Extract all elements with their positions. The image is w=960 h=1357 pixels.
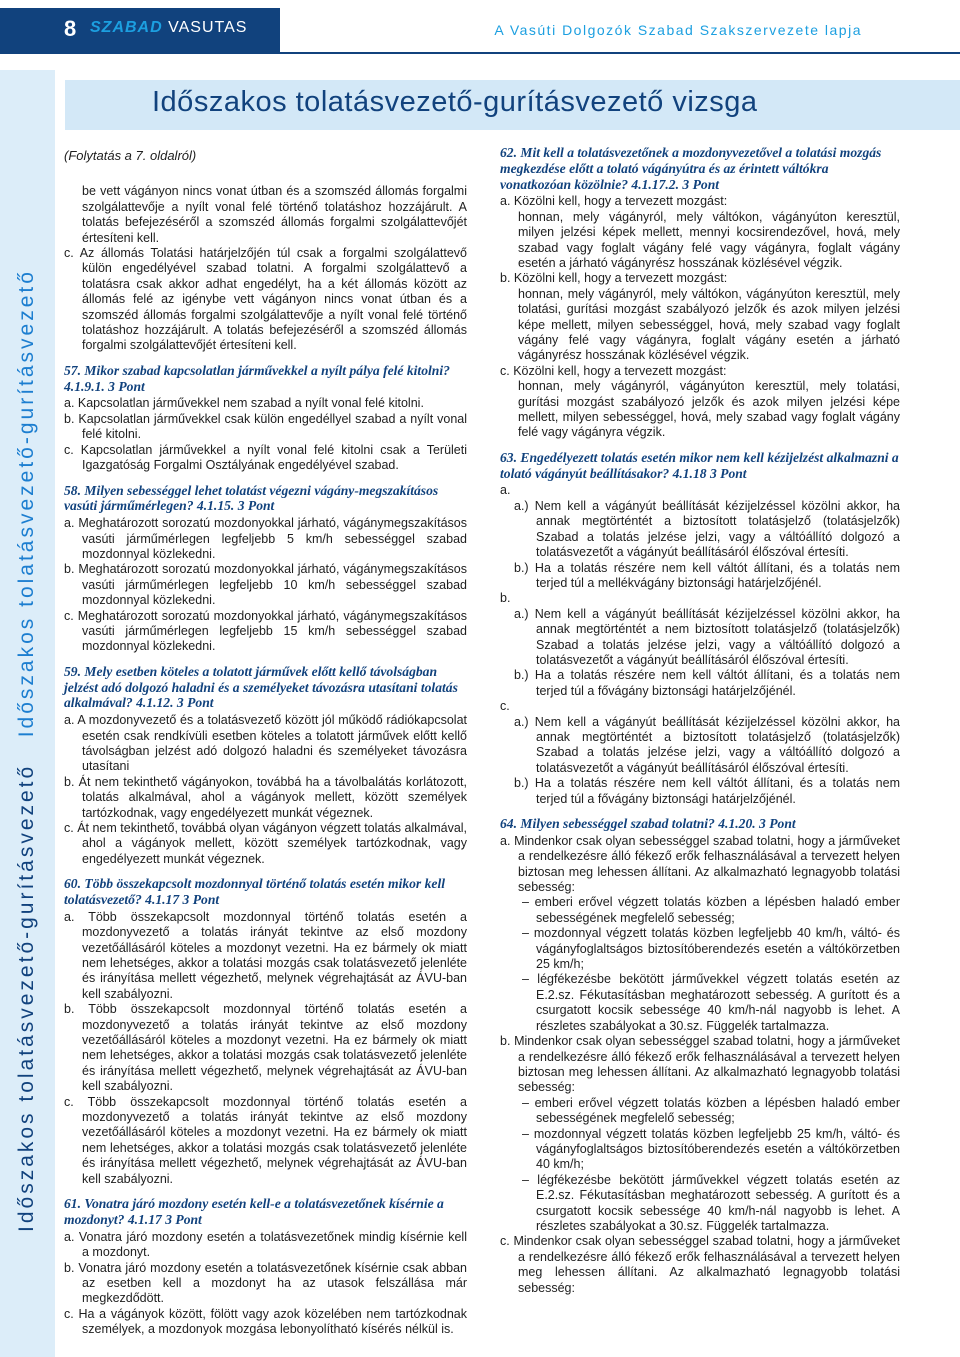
answer-body: honnan, mely vágányról, mely váltókon, vágányúton keresztül, milyen jelzési képek mellett, mennyi kocsirendezővel, hová, mely szabad vagy foglalt vágány felé vagy vágányra, foglalt vágány esetén a járható vágányrész hosszának közlésével végzik.	[518, 209, 900, 271]
answer-option: c.	[500, 699, 510, 714]
question-heading: 60. Több összekapcsolt mozdonnyal történő tolatás esetén mikor kell tolatásvezető? 4.1.17 3 Pont	[64, 876, 446, 907]
right-column	[500, 145, 900, 1296]
answer-list-item: – légfékezésbe bekötött járművekkel végzett tolatás esetén az E.2.sz. Fékutasításban meghatározott sebesség. A gurított és a csurgatott kocsik sebessége 40 km/h-nál nagyobb is lehet. A részletes szabályokat a 30.sz. Függelék tartalmazza.	[522, 972, 900, 1033]
newspaper-name-strong: SZABAD	[90, 19, 163, 36]
answer-option: b. Közölni kell, hogy a tervezett mozgást:	[500, 271, 728, 286]
answer-body: honnan, mely vágányról, vágányúton keresztül, mely tolatási, gurítási mozgást szabályozó jelzők és azok milyen jelzési képe mellett, milyen sebességgel, hová, mely szabad vagy foglalt vágány felé vagy vágányra végzik.	[518, 379, 900, 440]
answer-sub-option: a.) Nem kell a vágányút beállítását kézijelzéssel közölni akkor, ha annak megtörténtét a biztosított tolatásjelző (tolatásjelzők) Szabad a tolatás jelzése jelzi, vagy a váltóállító dolgozó a tolatásvezetőt a vágányút beállításáról élőszóval értesíti.	[514, 498, 900, 560]
answer-option: a. Közölni kell, hogy a tervezett mozgást:	[500, 194, 728, 209]
answer-option: c. Közölni kell, hogy a tervezett mozgást:	[500, 363, 727, 378]
answer-sub-option: a.) Nem kell a vágányút beállítását kézijelzéssel közölni akkor, ha annak megtörténtét a nem biztosított tolatásjelző (tolatásjelzők) Szabad a tolatás jelzése jelzi, vagy a váltóállító dolgozó a tolatásvezetőt a vágányút beállításáról élőszóval értesíti.	[514, 606, 900, 667]
side-label	[14, 132, 40, 1232]
answer-option: b. Át nem tekinthető vágányokon, továbbá ha a távolbalátás korlátozott, tolatás alkalmával, ahol a vágányok mellett, között személyek tartózkodnak, vagy engedélyezett munkát végeznek.	[64, 774, 467, 820]
answer-option: c. Kapcsolatlan járművekkel a nyílt vonal felé kitolni csak a Területi Igazgatóság Forgalmi Osztályának engedélyével szabad.	[64, 442, 467, 473]
question-heading: 61. Vonatra járó mozdony esetén kell-e a tolatásvezetőnek kísérnie a mozdonyt? 4.1.17 3 Pont	[64, 1196, 444, 1227]
answer-option: b.	[500, 591, 511, 606]
question-heading: 63. Engedélyezett tolatás esetén mikor nem kell kézijelzést alkalmazni a tolató vágányút beállításakor? 4.1.18 3 Pont	[500, 449, 899, 481]
answer-sub-option: b.) Ha a tolatás részére nem kell váltót állítani, és a tolatás nem terjed túl a mellékvágány biztonsági határjelzőjénél.	[514, 560, 900, 590]
header-rule	[280, 52, 960, 54]
left-column	[64, 145, 467, 1338]
question-heading: 64. Milyen sebességgel szabad tolatni? 4.1.20. 3 Pont	[500, 816, 796, 832]
answer-sub-option: a.) Nem kell a vágányút beállítását kézijelzéssel közölni akkor, ha annak megtörténtét a biztosított tolatásjelző (tolatásjelzők) Szabad a tolatás jelzése jelzi, vagy a váltóállító dolgozó a tolatásvezetőt a vágányút beállításáról élőszóval értesíti.	[514, 714, 900, 775]
answer-option: a. Több összekapcsolt mozdonnyal történő tolatás esetén a mozdonyvezető a tolatás irányát tekintve az első mozdony vezetőállásáról köteles a mozdonyt vezetni. Ha ez bármely ok miatt nem lehetséges, akkor a tolatási mozgás csak tolatásvezető jelenléte és irányítása mellett végezhető, melynek végrehajtását az ÁVU-ban kell szabályozni.	[64, 909, 467, 1001]
answer-option: a. Kapcsolatlan járművekkel nem szabad a nyílt vonal felé kitolni.	[64, 396, 424, 411]
answer-option: b. Meghatározott sorozatú mozdonyokkal járható, vágánymegszakításos vasúti járműmérlegen legfeljebb 10 km/h sebességgel szabad mozdonnyal közlekedni.	[64, 562, 467, 608]
answer-body: honnan, mely vágányról, mely váltókon, vágányúton keresztül, mely tolatási, gurítási mozgást szabályozó jelzők és azok milyen jelzési képe mellett, milyen sebességgel, hová, mely szabad vagy foglalt vágány felé vagy vágányra, foglalt vágány esetén a járható vágányrész hosszának közlésével végzik.	[518, 286, 900, 363]
newspaper-subtitle: A Vasúti Dolgozók Szabad Szakszervezete lapja	[494, 22, 862, 38]
page-header	[0, 0, 960, 60]
answer-list-item: – emberi erővel végzett tolatás közben a lépésben haladó ember sebességének megfelelő sebesség;	[522, 895, 900, 925]
answer-option: b. Vonatra járó mozdony esetén a tolatásvezetőnek kísérnie csak abban az esetben kell a mozdonyt ha az utasok felszállása már megkezdődött.	[64, 1260, 467, 1306]
side-label-part-1: Időszakos tolatásvezető-gurításvezető	[15, 763, 38, 1232]
question-heading: 57. Mikor szabad kapcsolatlan járművekkel a nyílt pálya felé kitolni? 4.1.9.1. 3 Pont	[64, 362, 450, 394]
answer-option: c. Az állomás Tolatási határjelzőjén túl csak a forgalmi szolgálattevő külön engedélyével szabad tolatni. A forgalmi szolgálattevő a tolatásra csak akkor adhat engedélyt, ha a két állomás között az állomás felé az igénybe vett vágányon nincs vonat útban és a szomszéd állomás forgalmi szolgálattevője a nyílt vonal felé történő tolatáshoz hozzájárult. A tolatás befejezéséről a szomszéd állomás forgalmi szolgálattevőjét értesíteni kell.	[64, 246, 467, 353]
answer-list-item: – légfékezésbe bekötött járművekkel végzett tolatás esetén az E.2.sz. Fékutasításban meghatározott sebesség. A gurított és a csurgatott kocsik sebessége 40 km/h-nál nagyobb is lehet. A részletes szabályokat a 30.sz. Függelék tartalmazza.	[522, 1172, 900, 1233]
answer-option: a. A mozdonyvezető és a tolatásvezető között jól működő rádiókapcsolat esetén csak rendkívüli esetben köteles a tolatott járművek előtt kellő távolságban jelzést adó dolgozó haladni és személyeket távozásra utasítani	[64, 713, 467, 774]
answer-list-item: – mozdonnyal végzett tolatás közben legfeljebb 25 km/h, váltó- és vágányfoglaltságos biztosítóberendezés esetén a váltókörzetben 40 km/h;	[522, 1126, 900, 1172]
answer-option: c. Át nem tekinthető, továbbá olyan vágányon végzett tolatás alkalmával, ahol a vágányok mellett, között személyek tartózkodnak, vagy engedélyezett munkát végeznek.	[64, 820, 468, 866]
question-heading: 62. Mit kell a tolatásvezetőnek a mozdonyvezetővel a tolatási mozgás megkezdése előtt a tolató vágányútra és az érintett váltókra vonatkozóan közölnie? 4.1.17.2. 3 Pont	[500, 145, 882, 192]
answer-option: c. Meghatározott sorozatú mozdonyokkal járható, vágánymegszakításos vasúti járműmérlegen legfeljebb 15 km/h sebességgel szabad mozdonnyal közlekedni.	[64, 608, 467, 654]
answer-option: c. Ha a vágányok között, fölött vagy azok közelében nem tartózkodnak személyek, a mozdonyok mozgása lebonyolítható kísérés nélkül is.	[64, 1306, 467, 1337]
answer-option: a. Meghatározott sorozatú mozdonyokkal járható, vágánymegszakításos vasúti járműmérlegen legfeljebb 5 km/h sebességgel szabad mozdonnyal közlekedni.	[64, 516, 467, 561]
answer-option: b. Több összekapcsolt mozdonnyal történő tolatás esetén a mozdonyvezető a tolatás irányát tekintve az első mozdony vezetőállásáról köteles a mozdonyt vezetni. Ha ez bármely ok miatt nem lehetséges, akkor a tolatási mozgás csak tolatásvezető jelenléte és irányítása mellett végezhető, melynek végrehajtását az ÁVU-ban kell szabályozni.	[64, 1002, 467, 1094]
paragraph: be vett vágányon nincs vonat útban és a szomszéd állomás forgalmi szolgálattevője a nyílt vonal felé történő tolatáshoz hozzájárult. A tolatás befejezéséről a szomszéd állomás forgalmi szolgálattevőjét értesíteni kell.	[82, 184, 467, 245]
question-heading: 59. Mely esetben köteles a tolatott járművek előtt kellő távolságban jelzést adó dolgozó haladni és a személyeket távozásra utasítani tolatás alkalmával? 4.1.12. 3 Pont	[64, 663, 458, 711]
answer-list-item: – emberi erővel végzett tolatás közben a lépésben haladó ember sebességének megfelelő sebesség;	[522, 1095, 900, 1126]
answer-sub-option: b.) Ha a tolatás részére nem kell váltót állítani, és a tolatás nem terjed túl a fővágány biztonsági határjelzőjénél.	[514, 668, 900, 698]
page-title: Időszakos tolatásvezető-gurításvezető vizsga	[152, 86, 758, 118]
answer-option: c. Több összekapcsolt mozdonnyal történő tolatás esetén a mozdonyvezető a tolatás irányát tekintve az első mozdony vezetőállásáról köteles a mozdonyt vezetni. Ha ez bármely ok miatt nem lehetséges, akkor a tolatási mozgás csak tolatásvezető jelenléte és irányítása mellett végezhető, melynek végrehajtását az ÁVU-ban kell szabályozni.	[64, 1094, 467, 1186]
newspaper-name	[90, 19, 247, 37]
newspaper-name-rest: VASUTAS	[168, 19, 248, 36]
page-number: 8	[64, 16, 77, 41]
question-heading: 58. Milyen sebességgel lehet tolatást végezni vágány-megszakításos vasúti járműmérlegen? 4.1.15. 3 Pont	[64, 482, 439, 514]
answer-sub-option: b.) Ha a tolatás részére nem kell váltót állítani, és a tolatás nem terjed túl a fővágány biztonsági határjelzőjénél.	[514, 776, 900, 806]
side-label-part-2: Időszakos tolatásvezető-gurításvezető	[15, 269, 38, 738]
answer-list-item: – mozdonnyal végzett tolatás közben legfeljebb 40 km/h, váltó- és vágányfoglaltságos biztosítóberendezés esetén a váltókörzetben 25 km/h;	[522, 926, 900, 972]
answer-option: c. Mindenkor csak olyan sebességgel szabad tolatni, hogy a járműveket a rendelkezésre álló fékező erők felhasználásával a tervezett helyen meg lehessen állítani. Az alkalmazható legnagyobb tolatási sebesség:	[500, 1234, 900, 1295]
continued-note: (Folytatás a 7. oldalról)	[64, 148, 197, 163]
answer-option: a. Mindenkor csak olyan sebességgel szabad tolatni, hogy a járműveket a rendelkezésre álló fékező erők felhasználásával a tervezett helyen biztosan meg lehessen állítani. Az alkalmazható legnagyobb tolatási sebesség:	[500, 833, 900, 895]
answer-option: a.	[500, 483, 511, 498]
answer-option: a. Vonatra járó mozdony esetén a tolatásvezetőnek mindig kísérnie kell a mozdonyt.	[64, 1229, 467, 1260]
answer-option: b. Mindenkor csak olyan sebességgel szabad tolatni, hogy a járműveket a rendelkezésre álló fékező erők felhasználásával a tervezett helyen biztosan meg lehessen állítani. Az alkalmazható legnagyobb tolatási sebesség:	[500, 1034, 900, 1095]
answer-option: b. Kapcsolatlan járművekkel csak külön engedéllyel szabad a nyílt vonal felé kitolni.	[64, 411, 467, 442]
